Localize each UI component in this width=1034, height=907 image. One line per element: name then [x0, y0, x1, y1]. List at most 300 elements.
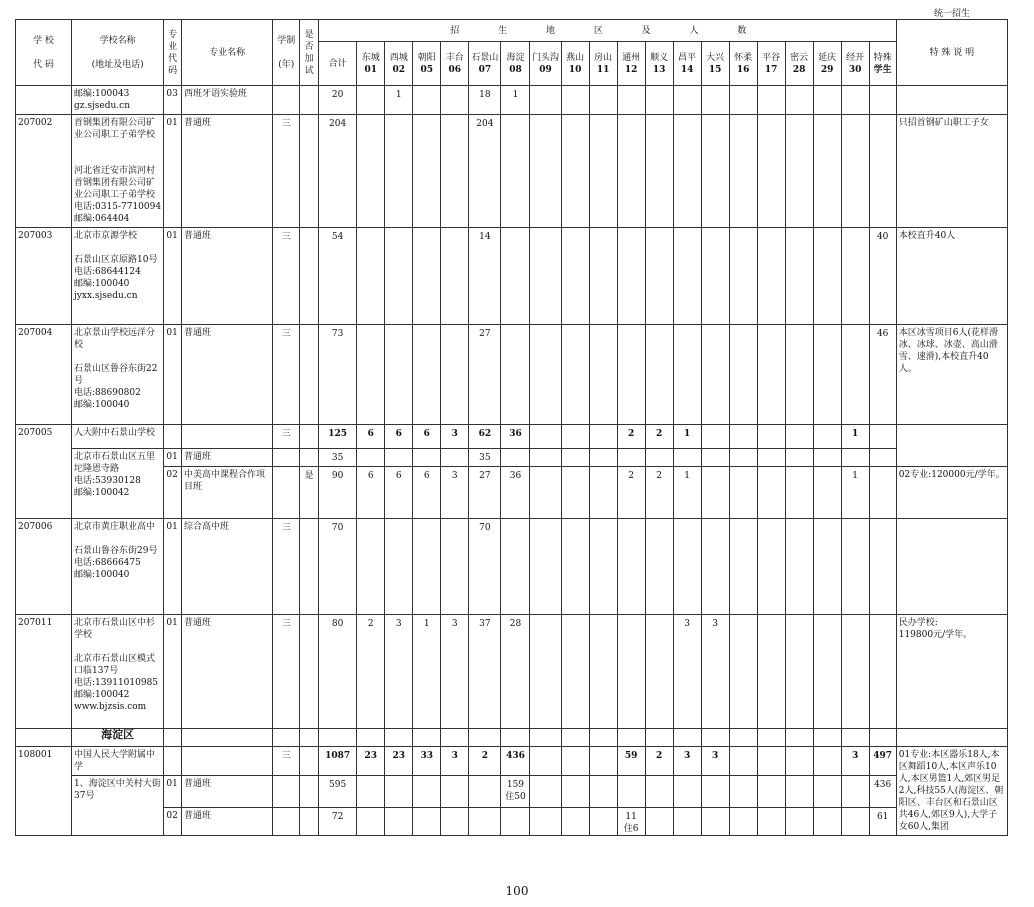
count-cell [813, 615, 841, 729]
header-major-name: 专业名称 [181, 20, 272, 86]
count-cell [869, 449, 896, 467]
count-cell [561, 615, 589, 729]
district-name: 门头沟 [532, 52, 560, 63]
duration [273, 86, 300, 115]
count-cell [701, 425, 729, 449]
region-label: 海淀区 [72, 729, 164, 747]
count-cell [561, 425, 589, 449]
count-cell [841, 86, 869, 115]
count-cell: 6 [385, 425, 413, 449]
count-cell: 59 [617, 747, 645, 776]
school-code: 207005 [16, 425, 72, 519]
district-code: 08 [509, 64, 522, 75]
duration: 三 [273, 228, 300, 325]
count-cell: 23 [385, 747, 413, 776]
count-cell [813, 747, 841, 776]
count-cell: 2 [357, 615, 385, 729]
count-cell: 1 [385, 86, 413, 115]
header-district [530, 42, 561, 86]
count-cell: 36 [501, 425, 530, 449]
count-cell: 46 [869, 325, 896, 425]
school-name: 北京市京源学校 石景山区京原路10号 电话:68644124 邮编:100040 jyxx.sjsedu.cn [72, 228, 164, 325]
count-cell [869, 86, 896, 115]
count-cell [785, 615, 813, 729]
count-cell [530, 325, 561, 425]
count-cell: 3 [441, 615, 469, 729]
count-cell: 3 [841, 747, 869, 776]
count-cell: 2 [617, 467, 645, 519]
count-cell: 35 [318, 449, 356, 467]
count-cell [757, 425, 785, 449]
school-code: 207003 [16, 228, 72, 325]
district-code: 29 [820, 64, 834, 75]
duration [273, 808, 300, 836]
count-cell [869, 519, 896, 615]
major-name: 普通班 [181, 808, 272, 836]
count-cell: 18 [469, 86, 501, 115]
school-name: 邮编:100043 gz.sjsedu.cn [72, 86, 164, 115]
count-cell [841, 519, 869, 615]
count-cell [729, 86, 757, 115]
empty-cell [181, 729, 272, 747]
header-duration: 学制 (年) [273, 20, 300, 86]
count-cell [561, 86, 589, 115]
empty-cell [813, 729, 841, 747]
school-code: 207002 [16, 115, 72, 228]
count-cell [589, 449, 617, 467]
table-row [16, 86, 1008, 115]
duration: 三 [273, 425, 300, 449]
major-code: 03 [164, 86, 182, 115]
count-cell [589, 115, 617, 228]
count-cell [441, 325, 469, 425]
count-cell [413, 449, 441, 467]
empty-cell [841, 729, 869, 747]
count-cell [757, 467, 785, 519]
count-cell [729, 425, 757, 449]
count-cell [757, 615, 785, 729]
empty-cell [273, 729, 300, 747]
district-name: 顺义 [650, 52, 669, 63]
empty-cell [469, 729, 501, 747]
count-cell [561, 115, 589, 228]
count-cell: 595 [318, 776, 356, 808]
count-cell: 3 [385, 615, 413, 729]
count-cell: 6 [413, 425, 441, 449]
table-row [16, 615, 1008, 729]
major-code: 01 [164, 325, 182, 425]
empty-cell [701, 729, 729, 747]
count-cell [841, 776, 869, 808]
table-row [16, 115, 1008, 228]
count-cell [729, 776, 757, 808]
count-cell: 37 [469, 615, 501, 729]
count-cell: 1 [841, 425, 869, 449]
count-cell: 436 [501, 747, 530, 776]
empty-cell [645, 729, 673, 747]
school-code: 108001 [16, 747, 72, 836]
empty-cell [413, 729, 441, 747]
count-cell [645, 776, 673, 808]
school-name: 北京市石景山区中杉学校 北京市石景山区模式口临137号 电话:13911010985 邮编:100042 www.bjzsis.com [72, 615, 164, 729]
count-cell [757, 808, 785, 836]
header-district [729, 42, 757, 86]
count-cell [841, 325, 869, 425]
extra-test [300, 615, 319, 729]
count-cell [385, 228, 413, 325]
major-code: 01 [164, 228, 182, 325]
duration: 三 [273, 519, 300, 615]
count-cell [813, 228, 841, 325]
district-name: 特殊 [873, 52, 892, 63]
page-number: 100 [505, 884, 529, 898]
count-cell [813, 467, 841, 519]
header-district [561, 42, 589, 86]
duration [273, 449, 300, 467]
count-cell [729, 449, 757, 467]
count-cell [413, 86, 441, 115]
count-cell [841, 115, 869, 228]
table-row [16, 467, 1008, 519]
count-cell [729, 615, 757, 729]
empty-cell [785, 729, 813, 747]
count-cell: 1 [673, 467, 701, 519]
header-district [869, 42, 896, 86]
region-row [16, 729, 1008, 747]
district-name: 大兴 [706, 52, 725, 63]
count-cell [785, 115, 813, 228]
empty-cell [357, 729, 385, 747]
major-code: 01 [164, 615, 182, 729]
header-district [645, 42, 673, 86]
major-code [164, 425, 182, 449]
header-district [841, 42, 869, 86]
special-note: 本区冰雪项目6人(花样滑冰、冰球、冰壶、高山滑雪、速滑),本校直升40人。 [896, 325, 1007, 425]
count-cell: 1 [501, 86, 530, 115]
count-cell [561, 467, 589, 519]
count-cell: 6 [357, 467, 385, 519]
count-cell [530, 425, 561, 449]
count-cell: 6 [357, 425, 385, 449]
header-school-name: 学校名称 (地址及电话) [72, 20, 164, 86]
count-cell: 6 [413, 467, 441, 519]
count-cell [785, 467, 813, 519]
count-cell [561, 808, 589, 836]
special-note [896, 519, 1007, 615]
count-cell [501, 228, 530, 325]
school-name: 人大附中石景山学校 [72, 425, 164, 449]
duration [273, 467, 300, 519]
school-code: 207006 [16, 519, 72, 615]
special-note: 本校直升40人 [896, 228, 1007, 325]
special-note [896, 86, 1007, 115]
header-major-code: 专 业 代 码 [164, 20, 182, 86]
header-district [701, 42, 729, 86]
school-code: 207011 [16, 615, 72, 729]
count-cell: 11 住6 [617, 808, 645, 836]
count-cell [561, 449, 589, 467]
count-cell: 35 [469, 449, 501, 467]
count-cell [561, 776, 589, 808]
header-district [673, 42, 701, 86]
count-cell: 40 [869, 228, 896, 325]
count-cell [645, 325, 673, 425]
count-cell [757, 519, 785, 615]
school-code [16, 86, 72, 115]
count-cell: 497 [869, 747, 896, 776]
major-name: 普通班 [181, 115, 272, 228]
district-code: 15 [708, 64, 722, 75]
count-cell [841, 615, 869, 729]
district-code: 01 [364, 64, 378, 75]
extra-test [300, 519, 319, 615]
district-name: 合计 [328, 58, 347, 69]
count-cell [785, 449, 813, 467]
count-cell [673, 325, 701, 425]
district-code: 12 [624, 64, 638, 75]
count-cell: 28 [501, 615, 530, 729]
count-cell [701, 449, 729, 467]
table-row [16, 449, 1008, 467]
district-code: 13 [652, 64, 666, 75]
count-cell [413, 115, 441, 228]
count-cell [673, 776, 701, 808]
header-district [318, 42, 356, 86]
count-cell: 20 [318, 86, 356, 115]
count-cell [701, 228, 729, 325]
count-cell [645, 615, 673, 729]
major-name: 中美高中课程合作项目班 [181, 467, 272, 519]
count-cell: 2 [645, 747, 673, 776]
count-cell [589, 615, 617, 729]
major-code: 01 [164, 776, 182, 808]
count-cell [589, 228, 617, 325]
count-cell [729, 808, 757, 836]
count-cell [645, 115, 673, 228]
count-cell [561, 519, 589, 615]
empty-cell [729, 729, 757, 747]
count-cell [501, 115, 530, 228]
count-cell [617, 776, 645, 808]
count-cell [589, 467, 617, 519]
count-cell: 1 [413, 615, 441, 729]
district-code: 05 [420, 64, 434, 75]
count-cell: 36 [501, 467, 530, 519]
empty-cell [561, 729, 589, 747]
count-cell [673, 449, 701, 467]
count-cell [385, 325, 413, 425]
empty-cell [300, 729, 319, 747]
count-cell: 1087 [318, 747, 356, 776]
special-note: 只招首钢矿山职工子女 [896, 115, 1007, 228]
count-cell [561, 325, 589, 425]
count-cell [589, 747, 617, 776]
count-cell [530, 747, 561, 776]
count-cell: 6 [385, 467, 413, 519]
district-code: 学生 [873, 64, 892, 75]
count-cell [813, 425, 841, 449]
count-cell [701, 808, 729, 836]
major-name [181, 425, 272, 449]
count-cell [813, 449, 841, 467]
count-cell: 1 [841, 467, 869, 519]
header-district [441, 42, 469, 86]
district-name: 丰台 [445, 52, 464, 63]
count-cell [869, 115, 896, 228]
extra-test: 是 [300, 467, 319, 519]
count-cell [869, 467, 896, 519]
count-cell: 1 [673, 425, 701, 449]
district-code: 06 [448, 64, 462, 75]
header-district [469, 42, 501, 86]
count-cell [785, 808, 813, 836]
count-cell: 3 [441, 425, 469, 449]
count-cell [813, 776, 841, 808]
count-cell [729, 325, 757, 425]
count-cell [530, 776, 561, 808]
major-name: 普通班 [181, 776, 272, 808]
district-name: 房山 [594, 52, 613, 63]
count-cell [813, 519, 841, 615]
count-cell [530, 519, 561, 615]
count-cell [501, 808, 530, 836]
count-cell [785, 776, 813, 808]
district-code: 07 [478, 64, 492, 75]
count-cell [589, 425, 617, 449]
count-cell [530, 615, 561, 729]
count-cell [441, 115, 469, 228]
count-cell: 90 [318, 467, 356, 519]
count-cell [357, 519, 385, 615]
major-code: 01 [164, 449, 182, 467]
count-cell [413, 808, 441, 836]
count-cell [561, 747, 589, 776]
header-extra-test: 是 否 加 试 [300, 20, 319, 86]
major-name: 普通班 [181, 325, 272, 425]
count-cell [729, 115, 757, 228]
major-code: 02 [164, 808, 182, 836]
count-cell [501, 519, 530, 615]
duration [273, 776, 300, 808]
table-row [16, 325, 1008, 425]
district-name: 经开 [846, 52, 865, 63]
count-cell [757, 325, 785, 425]
count-cell: 61 [869, 808, 896, 836]
count-cell [757, 115, 785, 228]
count-cell: 3 [701, 615, 729, 729]
count-cell: 73 [318, 325, 356, 425]
count-cell [645, 228, 673, 325]
header-district [413, 42, 441, 86]
count-cell: 3 [673, 747, 701, 776]
count-cell [785, 519, 813, 615]
count-cell [530, 808, 561, 836]
table-row [16, 776, 1008, 808]
count-cell [617, 115, 645, 228]
count-cell [785, 228, 813, 325]
major-code: 02 [164, 467, 182, 519]
empty-cell [164, 729, 182, 747]
header-district [813, 42, 841, 86]
count-cell [785, 86, 813, 115]
count-cell [441, 519, 469, 615]
duration: 三 [273, 747, 300, 776]
count-cell [385, 449, 413, 467]
district-code: 09 [539, 64, 552, 75]
extra-test [300, 86, 319, 115]
district-code: 11 [596, 64, 610, 75]
count-cell [441, 776, 469, 808]
empty-cell [617, 729, 645, 747]
count-cell: 70 [469, 519, 501, 615]
district-name: 东城 [361, 52, 380, 63]
empty-cell [589, 729, 617, 747]
school-name: 中国人民大学附属中学 [72, 747, 164, 776]
district-code: 30 [848, 64, 862, 75]
count-cell [645, 808, 673, 836]
count-cell [385, 519, 413, 615]
district-name: 密云 [790, 52, 809, 63]
count-cell: 70 [318, 519, 356, 615]
header-district [385, 42, 413, 86]
count-cell [617, 228, 645, 325]
school-address: 1、海淀区中关村大街37号 [72, 776, 164, 836]
count-cell [757, 86, 785, 115]
header-district [357, 42, 385, 86]
count-cell [589, 519, 617, 615]
count-cell [785, 325, 813, 425]
count-cell: 2 [645, 467, 673, 519]
header-district [617, 42, 645, 86]
empty-cell [869, 729, 896, 747]
major-code: 01 [164, 115, 182, 228]
count-cell [385, 808, 413, 836]
count-cell [757, 776, 785, 808]
count-cell [785, 747, 813, 776]
count-cell [501, 449, 530, 467]
count-cell [413, 519, 441, 615]
major-name: 普通班 [181, 449, 272, 467]
count-cell [701, 325, 729, 425]
count-cell [441, 228, 469, 325]
school-name: 北京景山学校远洋分校 石景山区鲁谷东街22号 电话:88690802 邮编:100040 [72, 325, 164, 425]
count-cell [589, 325, 617, 425]
count-cell: 3 [701, 747, 729, 776]
count-cell: 62 [469, 425, 501, 449]
count-cell: 27 [469, 325, 501, 425]
empty-cell [673, 729, 701, 747]
count-cell [530, 228, 561, 325]
district-name: 平谷 [762, 52, 781, 63]
count-cell [441, 86, 469, 115]
count-cell [357, 115, 385, 228]
count-cell: 72 [318, 808, 356, 836]
count-cell [357, 86, 385, 115]
count-cell [589, 86, 617, 115]
count-cell [673, 86, 701, 115]
count-cell [645, 86, 673, 115]
count-cell [357, 449, 385, 467]
count-cell: 2 [469, 747, 501, 776]
count-cell [385, 776, 413, 808]
count-cell [385, 115, 413, 228]
school-code: 207004 [16, 325, 72, 425]
count-cell [813, 808, 841, 836]
special-note [896, 425, 1007, 467]
count-cell [701, 467, 729, 519]
count-cell: 33 [413, 747, 441, 776]
district-name: 延庆 [818, 52, 837, 63]
